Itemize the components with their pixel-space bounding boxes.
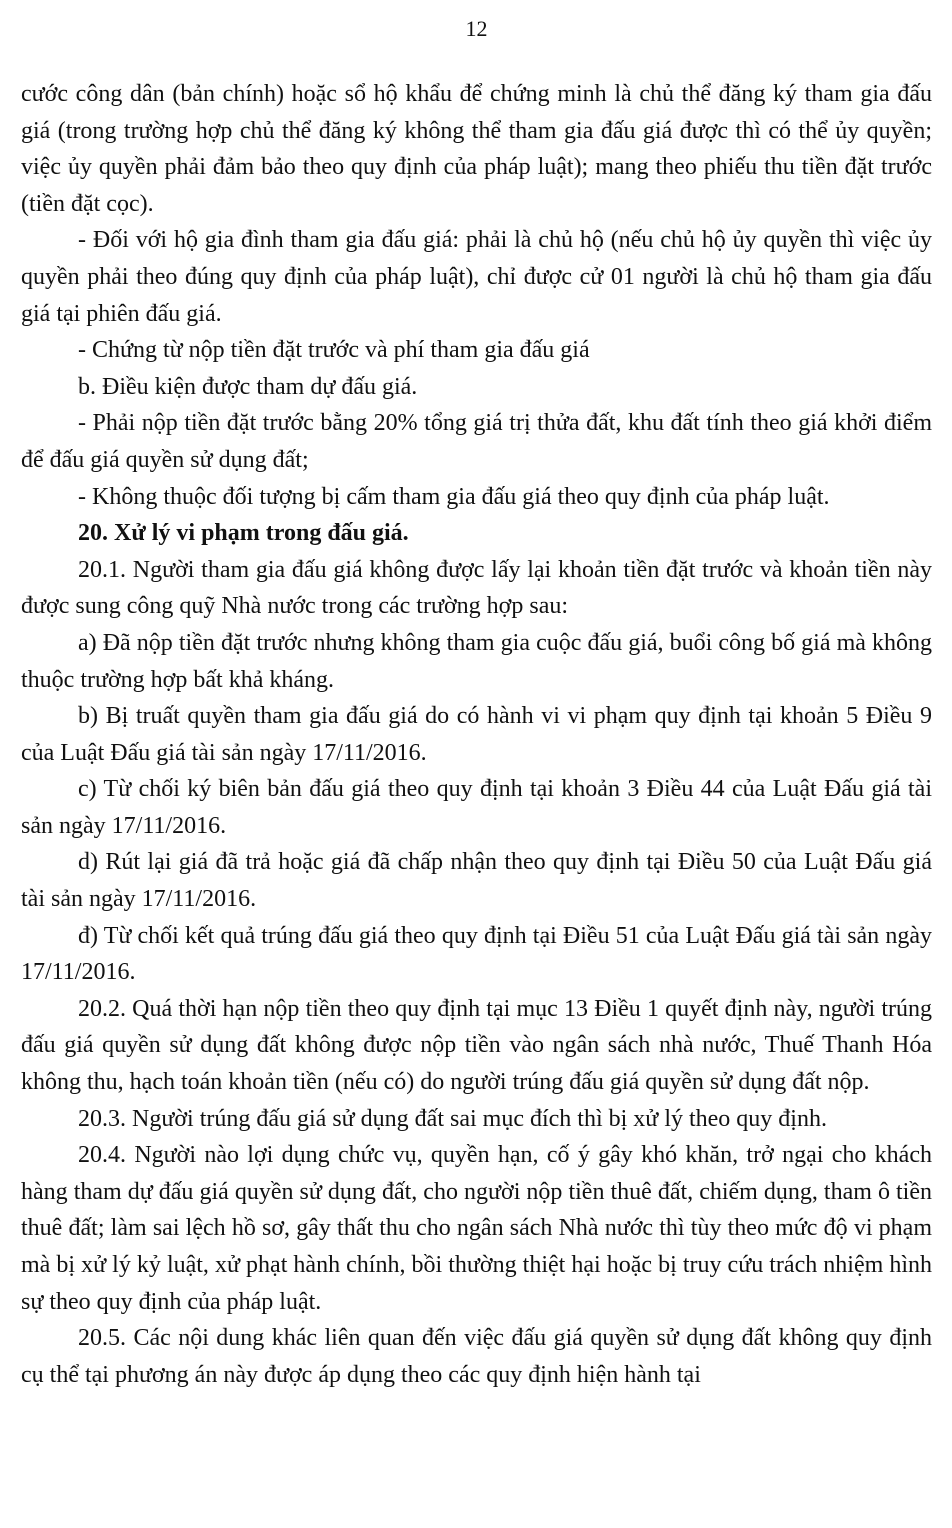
section-heading-20: 20. Xử lý vi phạm trong đấu giá. — [78, 520, 409, 547]
paragraph-20-3: 20.3. Người trúng đấu giá sử dụng đất sai mục đích thì bị xử lý theo quy định. — [78, 1105, 827, 1132]
paragraph-deposit-20-percent: - Phải nộp tiền đặt trước bằng 20% tổng giá trị thửa đất, khu đất tính theo giá khởi điểm để đấu giá quyền sử dụng đất; — [21, 410, 932, 473]
paragraph-not-prohibited: - Không thuộc đối tượng bị cấm tham gia đấu giá theo quy định của pháp luật. — [78, 483, 830, 510]
paragraph-20-2: 20.2. Quá thời hạn nộp tiền theo quy định tại mục 13 Điều 1 quyết định này, người trúng đấu giá quyền sử dụng đất không được nộp tiền vào ngân sách nhà nước, Thuế Thanh Hóa không thu, hạch toán khoản tiền (nếu có) do người trúng đấu giá quyền sử dụng đất nộp. — [21, 995, 932, 1096]
paragraph-20-1-b: b) Bị truất quyền tham gia đấu giá do có hành vi vi phạm quy định tại khoản 5 Điều 9 của Luật Đấu giá tài sản ngày 17/11/2016. — [21, 703, 932, 766]
paragraph-household: - Đối với hộ gia đình tham gia đấu giá: phải là chủ hộ (nếu chủ hộ ủy quyền thì việc ủy quyền phải theo đúng quy định của pháp luật), chỉ được cử 01 người là chủ hộ tham gia đấu giá tại phiên đấu giá. — [21, 227, 932, 327]
paragraph-20-1-a: a) Đã nộp tiền đặt trước nhưng không tham gia cuộc đấu giá, buổi công bố giá mà không thuộc trường hợp bất khả kháng. — [21, 629, 932, 693]
paragraph-20-4: 20.4. Người nào lợi dụng chức vụ, quyền hạn, cố ý gây khó khăn, trở ngại cho khách hàng tham dự đấu giá quyền sử dụng đất, cho người nộp tiền thuê đất, chiếm dụng, tham ô tiền thuê đất; làm sai lệch hồ sơ, gây thất thu cho ngân sách Nhà nước thì tùy theo mức độ vi phạm mà bị xử lý kỷ luật, xử phạt hành chính, bồi thường thiệt hại hoặc bị truy cứu trách nhiệm hình sự theo quy định của pháp luật. — [21, 1142, 932, 1315]
page-number: 12 — [465, 16, 488, 41]
paragraph-deposit-receipt: - Chứng từ nộp tiền đặt trước và phí tham gia đấu giá — [78, 337, 590, 364]
subheading-conditions: b. Điều kiện được tham dự đấu giá. — [78, 373, 418, 400]
paragraph-20-1-dd: đ) Từ chối kết quả trúng đấu giá theo quy định tại Điều 51 của Luật Đấu giá tài sản ngày 17/11/2016. — [21, 922, 932, 986]
paragraph-20-1-d: d) Rút lại giá đã trả hoặc giá đã chấp nhận theo quy định tại Điều 50 của Luật Đấu giá tài sản ngày 17/11/2016. — [21, 849, 932, 913]
paragraph-20-1: 20.1. Người tham gia đấu giá không được lấy lại khoản tiền đặt trước và khoản tiền này được sung công quỹ Nhà nước trong các trường hợp sau: — [21, 556, 932, 620]
paragraph-20-5: 20.5. Các nội dung khác liên quan đến việc đấu giá quyền sử dụng đất không quy định cụ thể tại phương án này được áp dụng theo các quy định hiện hành tại — [21, 1325, 932, 1388]
paragraph-identity-documents: cước công dân (bản chính) hoặc sổ hộ khẩu để chứng minh là chủ thể đăng ký tham gia đấu giá (trong trường hợp chủ thể đăng ký không thể tham gia đấu giá được thì có thể ủy quyền; việc ủy quyền phải đảm bảo theo quy định của pháp luật); mang theo phiếu thu tiền đặt trước (tiền đặt cọc). — [21, 81, 932, 217]
paragraph-20-1-c: c) Từ chối ký biên bản đấu giá theo quy định tại khoản 3 Điều 44 của Luật Đấu giá tài sản ngày 17/11/2016. — [21, 776, 932, 839]
